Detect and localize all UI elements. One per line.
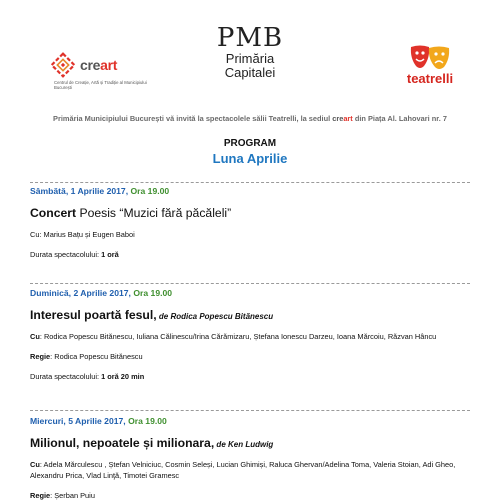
invitation-line [0, 114, 500, 123]
section-divider [30, 283, 470, 284]
event-duration: Durata spectacolului: 1 oră 20 min [30, 372, 145, 381]
pmb-line1: Primăria [225, 51, 275, 66]
pmb-line2: Capitalei [224, 65, 276, 80]
pmb-short: PMB [216, 23, 284, 53]
event-2 [30, 288, 485, 382]
teatrelli-wordmark: teatrelli [406, 71, 454, 86]
theatre-masks-icon [408, 44, 452, 72]
event-title: Milionul, nepoatele și milionara, de Ken Ludwig [30, 436, 274, 450]
event-title: Interesul poartă fesul, de Rodica Popescu Bitănescu [30, 308, 274, 322]
month-title: Luna Aprilie [212, 151, 288, 166]
section-divider [30, 410, 470, 411]
pmb-logo [200, 24, 300, 80]
program-title: PROGRAM [223, 138, 277, 149]
section-divider [30, 182, 470, 183]
event-date: Duminică, 2 Aprilie 2017, Ora 19.00 [30, 288, 173, 298]
event-cast: Cu: Rodica Popescu Bitănescu, Iuliana Călinescu/Irina Cărămizaru, Ștefana Ionescu Darzeu, Ioana Mărcoiu, Răzvan Hâncu [30, 332, 437, 341]
invite-brand-a: cre [332, 114, 344, 123]
creart-logo [50, 52, 170, 92]
event-1 [30, 186, 485, 260]
event-director: Regie: Rodica Popescu Bitănescu [30, 352, 143, 361]
event-date: Miercuri, 5 Aprilie 2017, Ora 19.00 [30, 416, 167, 426]
creart-logo-icon [50, 52, 76, 78]
invite-text-before: Primăria Municipiului București vă invită la spectacolele sălii Teatrelli, la sediul [53, 114, 333, 123]
creart-wordmark: creart [80, 57, 118, 73]
invite-text-after: din Piața Al. Lahovari nr. 7 [352, 114, 447, 123]
event-duration: Durata spectacolului: 1 oră [30, 250, 119, 259]
event-3 [30, 416, 485, 501]
event-cast: Cu: Adela Mărculescu , Ștefan Velniciuc, Cosmin Seleși, Lucian Ghimiși, Raluca Ghervan/Adelina Toma, Valeria Stoian, Adi Gheo, Alexandru Prica, Vlad Linţă, Timotei Gramesc [30, 460, 456, 480]
event-title: Concert Poesis “Muzici fără păcăleli” [30, 206, 232, 220]
event-director: Regie: Șerban Puiu [30, 491, 95, 500]
invite-brand-b: art [343, 114, 353, 123]
event-date: Sâmbătă, 1 Aprilie 2017, Ora 19.00 [30, 186, 170, 196]
event-cast: Cu: Marius Bațu și Eugen Baboi [30, 230, 135, 239]
teatrelli-logo [395, 44, 465, 94]
creart-subtitle: Centrul de Creație, Artă și Tradiție al Municipiului București [54, 80, 147, 90]
